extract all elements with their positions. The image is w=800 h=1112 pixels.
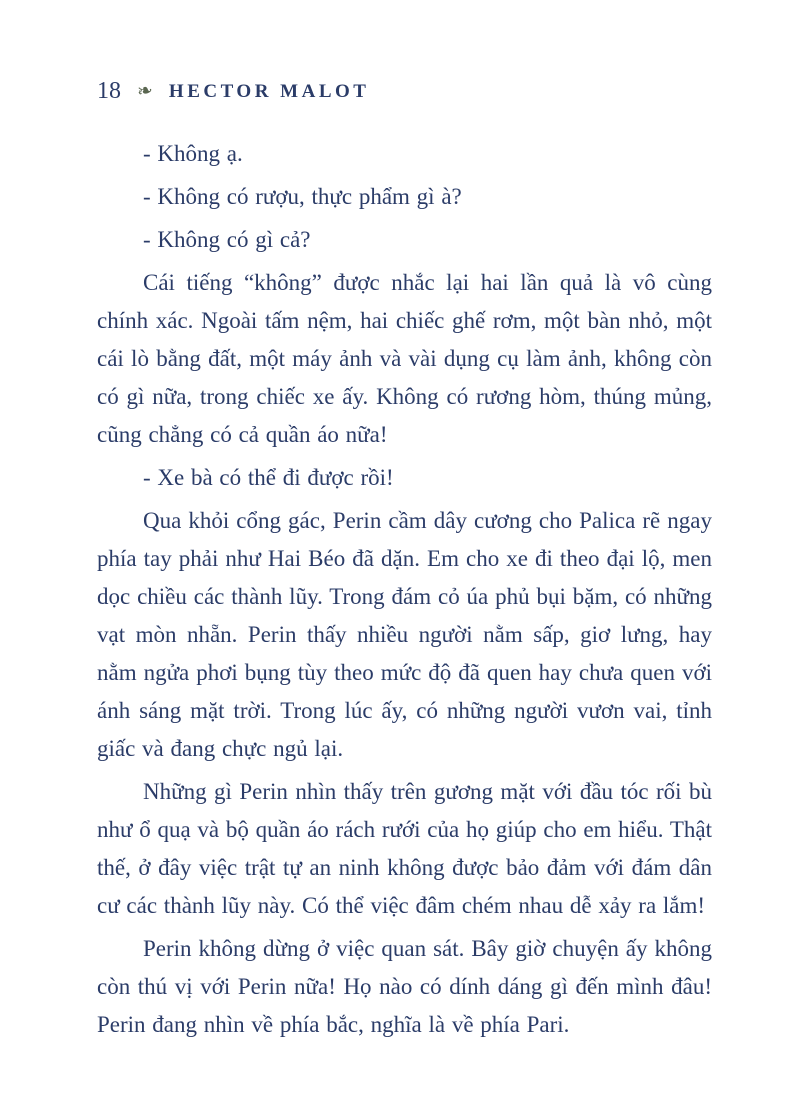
leaf-ornament-icon: ❧ — [135, 79, 155, 104]
narrative-paragraph: Những gì Perin nhìn thấy trên gương mặt với đầu tóc rối bù như ổ quạ và bộ quần áo rách rưới của họ giúp cho em hiểu. Thật thế, ở đây việc trật tự an ninh không được bảo đảm với đám dân cư các thành lũy này. Có thể việc đâm chém nhau dễ xảy ra lắm! — [97, 779, 712, 918]
page-header — [97, 78, 712, 105]
dialogue-line: - Không có rượu, thực phẩm gì à? — [143, 184, 462, 209]
dialogue-line: - Không có gì cả? — [143, 227, 311, 252]
narrative-paragraph: Qua khỏi cổng gác, Perin cầm dây cương cho Palica rẽ ngay phía tay phải như Hai Béo đã dặn. Em cho xe đi theo đại lộ, men dọc chiều các thành lũy. Trong đám cỏ úa phủ bụi bặm, có những vạt mòn nhẵn. Perin thấy nhiều người nằm sấp, giơ lưng, hay nằm ngửa phơi bụng tùy theo mức độ đã quen hay chưa quen với ánh sáng mặt trời. Trong lúc ấy, có những người vươn vai, tỉnh giấc và đang chực ngủ lại. — [97, 508, 712, 761]
page-number: 18 — [97, 78, 121, 104]
narrative-paragraph: Cái tiếng “không” được nhắc lại hai lần quả là vô cùng chính xác. Ngoài tấm nệm, hai chiếc ghế rơm, một bàn nhỏ, một cái lò bằng đất, một máy ảnh và vài dụng cụ làm ảnh, không còn có gì nữa, trong chiếc xe ấy. Không có rương hòm, thúng mủng, cũng chẳng có cả quần áo nữa! — [97, 270, 712, 447]
narrative-paragraph: Perin không dừng ở việc quan sát. Bây giờ chuyện ấy không còn thú vị với Perin nữa! Họ nào có dính dáng gì đến mình đâu! Perin đang nhìn về phía bắc, nghĩa là về phía Pari. — [97, 936, 712, 1037]
dialogue-line: - Không ạ. — [143, 141, 243, 166]
dialogue-line: - Xe bà có thể đi được rồi! — [143, 465, 394, 490]
page-body — [97, 135, 712, 1044]
author-name: HECTOR MALOT — [168, 80, 370, 102]
